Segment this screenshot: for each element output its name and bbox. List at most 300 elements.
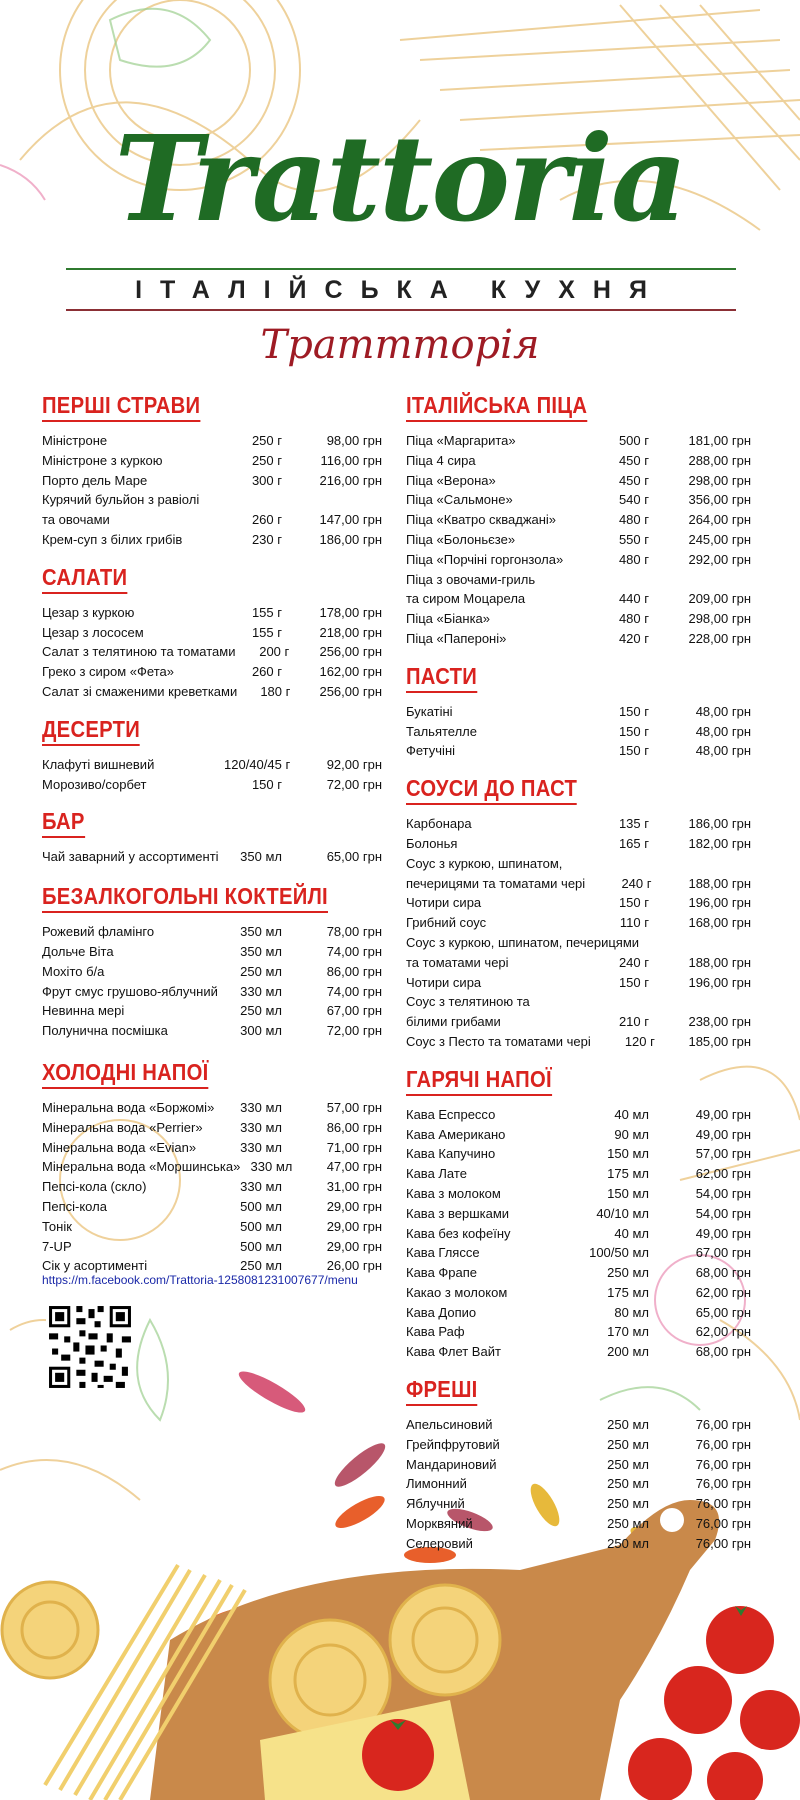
- item-portion: 120/40/45 г: [224, 756, 291, 772]
- menu-item: [406, 1435, 751, 1455]
- item-price: 216,00 грн: [319, 472, 382, 488]
- item-name: Кава Лате: [406, 1166, 467, 1182]
- menu-section: [406, 663, 751, 761]
- menu-item: [42, 1157, 382, 1177]
- menu-section: [406, 775, 751, 1052]
- item-portion: 250 мл: [607, 1516, 649, 1532]
- menu-item: [42, 530, 382, 550]
- menu-item: [406, 1303, 751, 1323]
- item-portion: 300 мл: [240, 1023, 282, 1039]
- item-price: 29,00 грн: [326, 1238, 382, 1254]
- item-name: Піца «Папероні»: [406, 630, 507, 646]
- menu-item: [406, 609, 751, 629]
- item-portion: [581, 992, 649, 1012]
- item-portion: 80 мл: [614, 1304, 649, 1320]
- item-name: Кава Еспрессо: [406, 1106, 496, 1122]
- item-portion: 500 мл: [240, 1198, 282, 1214]
- item-name: Кава Американо: [406, 1126, 506, 1142]
- item-price: [649, 992, 751, 1012]
- item-name: Мохіто б/а: [42, 963, 105, 979]
- menu-section: [42, 716, 382, 795]
- section-title: ПЕРШІ СТРАВИ: [42, 392, 200, 422]
- item-name: Букатіні: [406, 703, 453, 719]
- item-name: Пепсі-кола (скло): [42, 1179, 147, 1195]
- item-name: Чотири сира: [406, 974, 482, 990]
- item-name: Порто дель Маре: [42, 472, 148, 488]
- menu-item: [406, 550, 751, 570]
- menu-item: [42, 451, 382, 471]
- item-price: 62,00 грн: [695, 1166, 751, 1182]
- menu-item: [406, 1204, 751, 1224]
- item-price: 76,00 грн: [695, 1417, 751, 1433]
- item-portion: 250 мл: [607, 1417, 649, 1433]
- item-name: Апельсиновий: [406, 1417, 493, 1433]
- item-portion: 150 г: [618, 895, 649, 911]
- item-portion: 440 г: [618, 591, 649, 607]
- facebook-menu-link[interactable]: https://m.facebook.com/Trattoria-1258081231007677/menu: [42, 1273, 358, 1287]
- item-portion: 230 г: [251, 531, 282, 547]
- section-title: ПАСТИ: [406, 663, 477, 693]
- menu-item: [42, 1197, 382, 1217]
- item-portion: 170 мл: [607, 1324, 649, 1340]
- menu-item: [406, 1224, 751, 1244]
- item-portion: 550 г: [618, 531, 649, 547]
- item-portion: 500 мл: [240, 1238, 282, 1254]
- item-name: Какао з молоком: [406, 1284, 508, 1300]
- item-portion: 480 г: [618, 551, 649, 567]
- item-price: 54,00 грн: [695, 1185, 751, 1201]
- item-price: 68,00 грн: [695, 1344, 751, 1360]
- menu-item: [406, 570, 751, 590]
- item-name: Мінеральна вода «Evian»: [42, 1139, 197, 1155]
- item-price: 185,00 грн: [688, 1033, 751, 1049]
- menu-item: [406, 1105, 751, 1125]
- item-name: Селеровий: [406, 1535, 473, 1551]
- item-price: 188,00 грн: [688, 875, 751, 891]
- item-portion: 150 г: [618, 974, 649, 990]
- menu-section: [42, 564, 382, 702]
- menu-item: [42, 431, 382, 451]
- menu-item: [406, 629, 751, 649]
- item-price: 67,00 грн: [695, 1245, 751, 1261]
- menu-column-left: [42, 392, 382, 1290]
- item-portion: 150 г: [618, 743, 649, 759]
- item-name: Фрут смус грушово-яблучний: [42, 983, 218, 999]
- menu-item: [42, 1021, 382, 1041]
- item-name: Пепсі-кола: [42, 1198, 107, 1214]
- item-portion: 500 мл: [240, 1218, 282, 1234]
- item-portion: 500 г: [618, 433, 649, 448]
- item-price: 49,00 грн: [695, 1225, 751, 1241]
- item-portion: 150 г: [618, 723, 649, 739]
- item-portion: [581, 854, 649, 874]
- item-portion: 90 мл: [614, 1126, 649, 1142]
- item-price: 288,00 грн: [688, 452, 751, 468]
- divider-line: [66, 268, 736, 270]
- menu-item: [42, 642, 382, 662]
- item-name: Карбонара: [406, 816, 472, 832]
- item-portion: 135 г: [618, 816, 649, 832]
- item-portion: 200 г: [259, 644, 290, 660]
- menu-item: [406, 973, 751, 993]
- menu-item: [406, 1012, 751, 1032]
- menu-item: [42, 922, 382, 942]
- menu-item: [42, 623, 382, 643]
- item-portion: 150 мл: [607, 1146, 649, 1162]
- item-price: 57,00 грн: [326, 1099, 382, 1115]
- item-name: Піца «Маргарита»: [406, 433, 516, 448]
- item-name: Мінеральна вода «Боржомі»: [42, 1099, 215, 1115]
- item-price: 29,00 грн: [326, 1198, 382, 1214]
- menu-item: [42, 1118, 382, 1138]
- menu-item: [406, 1283, 751, 1303]
- item-price: 298,00 грн: [688, 611, 751, 627]
- item-name: Піца з овочами-гриль: [406, 571, 536, 587]
- item-name: Цезар з куркою: [42, 604, 135, 620]
- menu-item: [42, 1237, 382, 1257]
- item-portion: 110 г: [619, 915, 649, 931]
- item-portion: [224, 490, 282, 510]
- item-name: Піца «Сальмоне»: [406, 492, 513, 508]
- menu-item: [406, 1144, 751, 1164]
- item-price: 256,00 грн: [319, 644, 382, 660]
- item-name: Соус з телятиною та: [406, 994, 530, 1010]
- item-portion: 120 г: [624, 1033, 655, 1049]
- item-portion: 540 г: [618, 492, 649, 508]
- menu-item: [42, 471, 382, 491]
- item-price: 209,00 грн: [688, 591, 751, 607]
- item-price: 48,00 грн: [695, 703, 751, 719]
- menu-item: [42, 1098, 382, 1118]
- item-name: Полунична посмішка: [42, 1023, 168, 1039]
- item-name: Греко з сиром «Фета»: [42, 664, 174, 680]
- item-price: 86,00 грн: [326, 963, 382, 979]
- item-name: Кава Фрапе: [406, 1265, 478, 1281]
- item-name: Піца «Верона»: [406, 472, 496, 488]
- item-name: Невинна мері: [42, 1003, 125, 1019]
- item-name: Дольче Віта: [42, 943, 114, 959]
- menu-item: [406, 1164, 751, 1184]
- item-portion: 250 мл: [607, 1496, 649, 1512]
- item-price: 76,00 грн: [695, 1535, 751, 1551]
- item-price: 98,00 грн: [326, 433, 382, 448]
- item-price: 264,00 грн: [688, 512, 751, 528]
- menu-item: [42, 490, 382, 510]
- menu-item: [406, 1243, 751, 1263]
- item-portion: 330 мл: [240, 1179, 282, 1195]
- item-price: 245,00 грн: [688, 531, 751, 547]
- item-portion: 175 мл: [607, 1166, 649, 1182]
- item-price: 72,00 грн: [326, 776, 382, 792]
- item-portion: 40 мл: [614, 1225, 649, 1241]
- item-portion: 175 мл: [607, 1284, 649, 1300]
- item-price: 292,00 грн: [688, 551, 751, 567]
- item-price: 31,00 грн: [326, 1179, 382, 1195]
- menu-item: [42, 662, 382, 682]
- menu-item: [406, 1263, 751, 1283]
- item-name: Кава Допио: [406, 1304, 477, 1320]
- item-price: 186,00 грн: [688, 816, 751, 832]
- menu-item: [42, 682, 382, 702]
- item-name: Клафуті вишневий: [42, 756, 155, 772]
- menu-item: [406, 702, 751, 722]
- item-name: Кава Флет Вайт: [406, 1344, 501, 1360]
- item-price: 116,00 грн: [320, 452, 382, 468]
- item-portion: 260 г: [251, 512, 282, 528]
- item-name: Морозиво/сорбет: [42, 776, 147, 792]
- item-name: Салат зі смаженими креветками: [42, 683, 238, 699]
- menu-item: [406, 814, 751, 834]
- menu-item: [406, 451, 751, 471]
- item-portion: 250 мл: [240, 1003, 282, 1019]
- item-name: Салат з телятиною та томатами: [42, 644, 236, 660]
- menu-item: [406, 1415, 751, 1435]
- menu-item: [406, 530, 751, 550]
- item-portion: 330 мл: [240, 983, 282, 999]
- menu-section: [42, 1059, 382, 1276]
- item-price: [684, 933, 751, 953]
- item-price: 68,00 грн: [695, 1265, 751, 1281]
- item-portion: 250 мл: [607, 1476, 649, 1492]
- item-price: 188,00 грн: [688, 954, 751, 970]
- item-name: Лимонний: [406, 1476, 467, 1492]
- item-name: Мінеральна вода «Perrier»: [42, 1119, 203, 1135]
- item-portion: 480 г: [618, 611, 649, 627]
- item-portion: 150 г: [251, 776, 282, 792]
- menu-item: [42, 510, 382, 530]
- item-name: Крем-суп з білих грибів: [42, 531, 183, 547]
- item-price: 178,00 грн: [319, 604, 382, 620]
- menu-item: [42, 942, 382, 962]
- item-name: Тонік: [42, 1218, 72, 1234]
- item-portion: 100/50 мл: [589, 1245, 649, 1261]
- item-price: 228,00 грн: [688, 630, 751, 646]
- menu-section: [42, 392, 382, 550]
- item-name: Кава з молоком: [406, 1185, 501, 1201]
- item-name: Піца 4 сира: [406, 452, 476, 468]
- item-portion: 350 мл: [240, 849, 282, 865]
- item-portion: 200 мл: [607, 1344, 649, 1360]
- section-title: СОУСИ ДО ПАСТ: [406, 775, 577, 805]
- item-name: Міністроне з куркою: [42, 452, 163, 468]
- menu-item: [406, 1514, 751, 1534]
- item-price: 86,00 грн: [326, 1119, 382, 1135]
- divider-line: [66, 309, 736, 311]
- menu-item: [42, 755, 382, 775]
- item-portion: 250 мл: [240, 963, 282, 979]
- item-portion: 250 мл: [607, 1265, 649, 1281]
- item-name: 7-UP: [42, 1238, 72, 1254]
- item-portion: 250 мл: [607, 1436, 649, 1452]
- item-price: 74,00 грн: [326, 943, 382, 959]
- item-name: Піца «Болоньєзе»: [406, 531, 516, 547]
- item-price: 29,00 грн: [326, 1218, 382, 1234]
- item-name: Курячий бульйон з равіолі: [42, 492, 200, 508]
- item-name: Піца «Біанка»: [406, 611, 491, 627]
- menu-item: [406, 589, 751, 609]
- item-price: 147,00 грн: [319, 512, 382, 528]
- menu-item: [406, 1534, 751, 1554]
- menu-item: [406, 933, 751, 953]
- item-price: 48,00 грн: [695, 743, 751, 759]
- menu-item: [42, 982, 382, 1002]
- item-portion: 240 г: [621, 875, 652, 891]
- item-price: 238,00 грн: [688, 1014, 751, 1030]
- item-portion: 350 мл: [240, 943, 282, 959]
- item-name: Рожевий фламінго: [42, 924, 155, 940]
- menu-item: [42, 1001, 382, 1021]
- logo-script-title: Траттторія: [260, 322, 540, 368]
- item-portion: 450 г: [618, 472, 649, 488]
- item-portion: 250 г: [251, 452, 282, 468]
- item-price: 256,00 грн: [319, 683, 382, 699]
- item-portion: 330 мл: [240, 1139, 282, 1155]
- menu-item: [42, 847, 382, 867]
- item-price: 47,00 грн: [326, 1159, 382, 1175]
- item-name: білими грибами: [406, 1014, 501, 1030]
- item-portion: 350 мл: [240, 924, 282, 940]
- menu-item: [406, 953, 751, 973]
- item-price: 71,00 грн: [326, 1139, 382, 1155]
- item-name: Соус з куркою, шпинатом,: [406, 855, 563, 871]
- item-price: 186,00 грн: [319, 531, 382, 547]
- item-name: Піца «Кватро скваджані»: [406, 512, 557, 528]
- item-price: 49,00 грн: [695, 1106, 751, 1122]
- menu-item: [42, 1217, 382, 1237]
- section-title: ГАРЯЧІ НАПОЇ: [406, 1066, 552, 1096]
- item-name: Мандариновий: [406, 1456, 497, 1472]
- item-portion: [581, 570, 649, 590]
- item-name: Кава з вершками: [406, 1205, 510, 1221]
- menu-item: [406, 510, 751, 530]
- item-portion: 330 мл: [240, 1119, 282, 1135]
- item-name: та сиром Моцарела: [406, 591, 526, 607]
- item-price: 67,00 грн: [326, 1003, 382, 1019]
- item-portion: 250 г: [251, 433, 282, 448]
- item-name: Міністроне: [42, 433, 108, 448]
- item-portion: 180 г: [260, 683, 291, 699]
- item-portion: 480 г: [618, 512, 649, 528]
- menu-item: [406, 913, 751, 933]
- menu-item: [406, 1342, 751, 1362]
- section-title: САЛАТИ: [42, 564, 127, 594]
- menu-item: [406, 1032, 751, 1052]
- item-price: 76,00 грн: [695, 1496, 751, 1512]
- item-name: Фетучіні: [406, 743, 456, 759]
- menu-item: [406, 431, 751, 451]
- logo-subtitle: ІТАЛІЙСЬКА КУХНЯ: [135, 276, 665, 304]
- item-portion: [639, 933, 684, 953]
- item-portion: 210 г: [618, 1014, 649, 1030]
- item-name: Соус з куркою, шпинатом, печерицями: [406, 934, 640, 950]
- item-portion: 260 г: [251, 664, 282, 680]
- item-name: Яблучний: [406, 1496, 465, 1512]
- item-name: Болонья: [406, 835, 458, 851]
- menu-item: [406, 854, 751, 874]
- menu-item: [406, 893, 751, 913]
- item-portion: 250 мл: [607, 1535, 649, 1551]
- item-price: 62,00 грн: [695, 1284, 751, 1300]
- item-price: 76,00 грн: [695, 1516, 751, 1532]
- item-portion: 330 мл: [250, 1159, 293, 1175]
- item-price: [649, 854, 751, 874]
- item-portion: 450 г: [618, 452, 649, 468]
- item-price: 356,00 грн: [688, 492, 751, 508]
- item-name: Кава без кофеїну: [406, 1225, 511, 1241]
- section-title: ФРЕШІ: [406, 1376, 478, 1406]
- qr-code-icon[interactable]: [46, 1303, 134, 1391]
- item-price: 48,00 грн: [695, 723, 751, 739]
- section-title: БАР: [42, 808, 85, 838]
- item-price: 168,00 грн: [688, 915, 751, 931]
- item-name: Морквяний: [406, 1516, 473, 1532]
- menu-section: [42, 808, 382, 867]
- item-price: 57,00 грн: [695, 1146, 751, 1162]
- item-portion: 40 мл: [614, 1106, 649, 1122]
- item-portion: 240 г: [618, 954, 649, 970]
- item-price: 78,00 грн: [326, 924, 382, 940]
- menu-item: [406, 874, 751, 894]
- menu-section: [406, 1376, 751, 1554]
- item-portion: 155 г: [251, 624, 282, 640]
- menu-item: [406, 741, 751, 761]
- item-portion: 250 мл: [607, 1456, 649, 1472]
- item-portion: 155 г: [251, 604, 282, 620]
- item-price: 54,00 грн: [695, 1205, 751, 1221]
- item-price: 196,00 грн: [688, 895, 751, 911]
- menu-section: [406, 1066, 751, 1362]
- section-title: БЕЗАЛКОГОЛЬНІ КОКТЕЙЛІ: [42, 883, 328, 913]
- item-price: 72,00 грн: [326, 1023, 382, 1039]
- menu-item: [406, 1322, 751, 1342]
- section-title: ІТАЛІЙСЬКА ПІЦА: [406, 392, 587, 422]
- item-price: 92,00 грн: [326, 756, 382, 772]
- item-price: 65,00 грн: [326, 849, 382, 865]
- item-name: Тальятелле: [406, 723, 477, 739]
- item-price: [282, 490, 382, 510]
- item-name: Кава Гляссе: [406, 1245, 480, 1261]
- menu-column-right: [406, 392, 751, 1568]
- item-portion: 250 мл: [240, 1258, 282, 1274]
- menu-item: [42, 962, 382, 982]
- item-price: 74,00 грн: [326, 983, 382, 999]
- item-name: Чай заварний у ассортименті: [42, 849, 219, 865]
- menu-item: [42, 1177, 382, 1197]
- item-name: Цезар з лососем: [42, 624, 144, 640]
- menu-item: [406, 992, 751, 1012]
- item-portion: 150 г: [618, 703, 649, 719]
- item-portion: 330 мл: [240, 1099, 282, 1115]
- menu-item: [406, 1184, 751, 1204]
- item-price: 182,00 грн: [688, 835, 751, 851]
- item-price: 76,00 грн: [695, 1436, 751, 1452]
- item-portion: 420 г: [618, 630, 649, 646]
- item-price: 196,00 грн: [688, 974, 751, 990]
- item-price: 26,00 грн: [326, 1258, 382, 1274]
- item-name: Кава Раф: [406, 1324, 465, 1340]
- item-price: 162,00 грн: [319, 664, 382, 680]
- item-name: та овочами: [42, 512, 110, 528]
- item-name: Мінеральна вода «Моршинська»: [42, 1159, 241, 1175]
- item-price: 49,00 грн: [695, 1126, 751, 1142]
- item-name: Грибний соус: [406, 915, 487, 931]
- menu-item: [42, 1138, 382, 1158]
- item-name: Сік у асортименті: [42, 1258, 148, 1274]
- item-name: та томатами чері: [406, 954, 509, 970]
- menu-item: [406, 471, 751, 491]
- menu-item: [406, 490, 751, 510]
- menu-section: [406, 392, 751, 649]
